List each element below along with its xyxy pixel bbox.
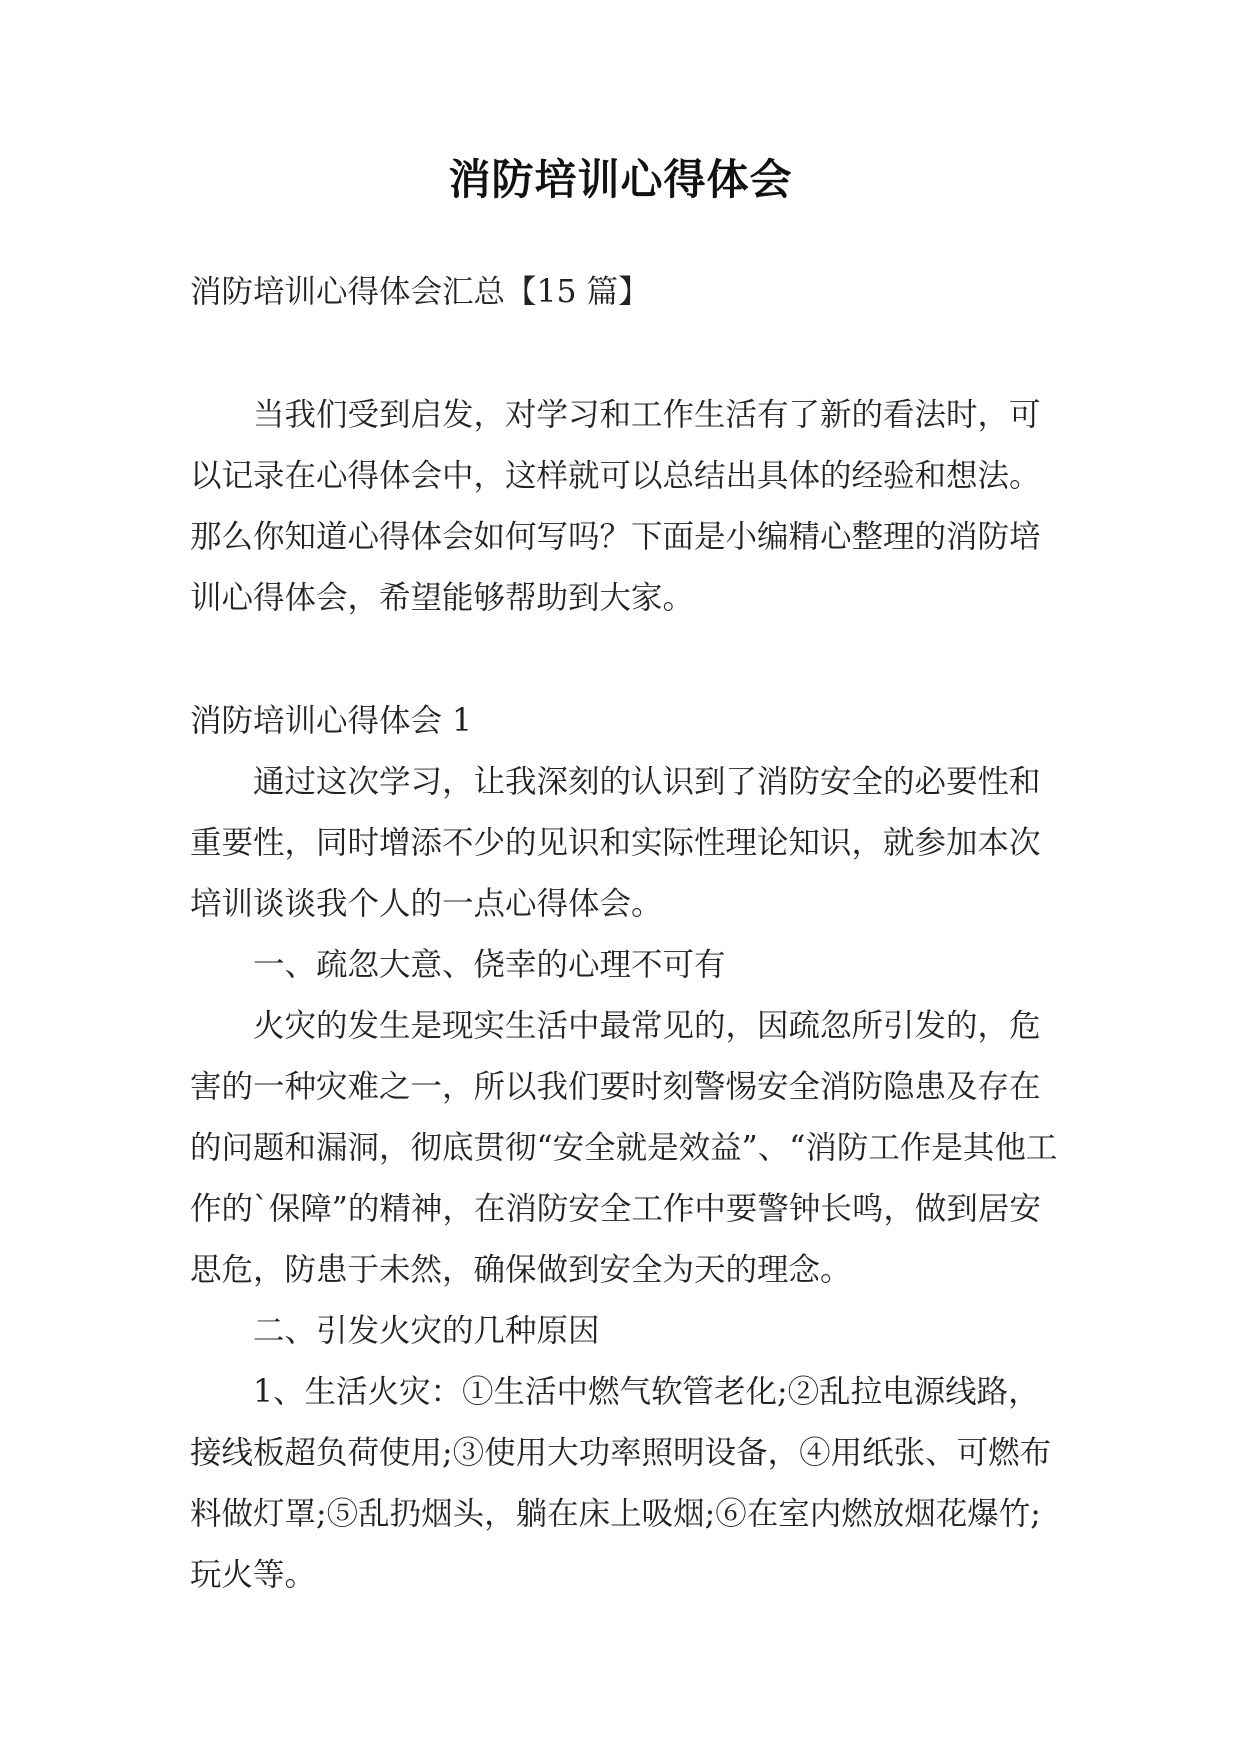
document-subtitle: 消防培训心得体会汇总【15 篇】 xyxy=(190,274,650,310)
document-title: 消防培训心得体会 xyxy=(448,155,793,204)
body-paragraph: 火灾的发生是现实生活中最常见的，因疏忽所引发的，危害的一种灾难之一，所以我们要时刻警惕安全消防隐患及存在的问题和漏洞，彻底贯彻“安全就是效益”、“消防工作是其他工作的`保障”的精神，在消防安全工作中要警钟长鸣，做到居安思危，防患于未然，确保做到安全为天的理念。 xyxy=(190,1008,1058,1288)
body-paragraph: 1、生活火灾：①生活中燃气软管老化;②乱拉电源线路，接线板超负荷使用;③使用大功率照明设备，④用纸张、可燃布料做灯罩;⑤乱扔烟头，躺在床上吸烟;⑥在室内燃放烟花爆竹;玩火等。 xyxy=(190,1374,1052,1593)
section-heading: 消防培训心得体会 1 xyxy=(190,703,473,739)
intro-paragraph: 当我们受到启发，对学习和工作生活有了新的看法时，可以记录在心得体会中，这样就可以总结出具体的经验和想法。那么你知道心得体会如何写吗？下面是小编精心整理的消防培训心得体会，希望能够帮助到大家。 xyxy=(190,397,1041,616)
subsection-heading: 一、疏忽大意、侥幸的心理不可有 xyxy=(253,947,726,983)
subsection-heading: 二、引发火灾的几种原因 xyxy=(253,1313,600,1349)
body-paragraph: 通过这次学习，让我深刻的认识到了消防安全的必要性和重要性，同时增添不少的见识和实际性理论知识，就参加本次培训谈谈我个人的一点心得体会。 xyxy=(190,764,1041,922)
document-body xyxy=(190,262,1060,1606)
